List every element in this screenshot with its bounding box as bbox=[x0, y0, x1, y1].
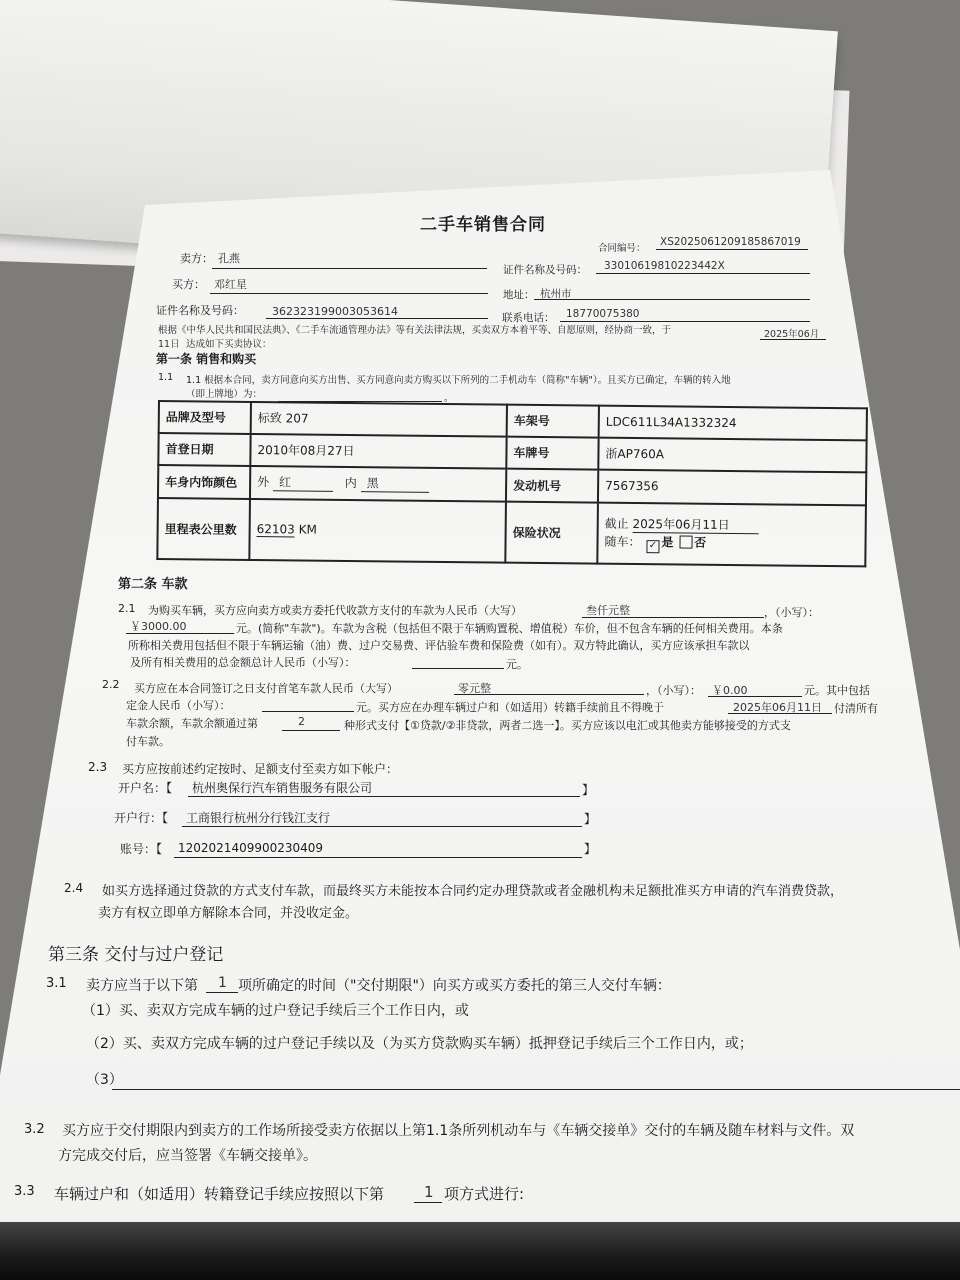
buyer-name: 邓红星 bbox=[214, 278, 247, 291]
underline bbox=[708, 696, 802, 697]
account-bank-label: 开户行：【 bbox=[114, 811, 169, 825]
clause-2-2-f: 付清所有 bbox=[834, 702, 878, 715]
clause-2-1-d: 所称相关费用包括但不限于车辆运输（油）费、过户交易费、评估验车费和保险费（如有）。双方特此确认，买方应该承担车款以 bbox=[128, 639, 750, 652]
odometer-unit: KM bbox=[298, 522, 317, 537]
clause-2-4-num: 2.4 bbox=[64, 881, 84, 895]
yes-label: 是 bbox=[661, 534, 674, 549]
underline bbox=[126, 633, 234, 634]
underline bbox=[534, 299, 810, 300]
ext-color-label: 外 bbox=[257, 475, 270, 490]
underline bbox=[112, 1089, 960, 1090]
vehicle-table bbox=[156, 400, 868, 567]
checkbox-checked-icon: ✓ bbox=[646, 540, 659, 553]
no-label: 否 bbox=[694, 535, 707, 550]
payoff-date: 2025年06月11日 bbox=[733, 701, 822, 714]
account-name-label: 开户名：【 bbox=[118, 781, 173, 795]
reg-date-value: 2010年08月27日 bbox=[250, 434, 506, 469]
clause-2-1-e: 及所有相关费用的总金额总计人民币（小写）： bbox=[130, 656, 356, 669]
delivery-option: 1 bbox=[218, 975, 227, 991]
underline bbox=[582, 617, 764, 618]
clause-2-1-num: 2.1 bbox=[118, 602, 136, 615]
clause-2-2-b: ，（小写）： bbox=[646, 684, 701, 697]
price-amount: ￥3000.00 bbox=[130, 620, 187, 633]
plate-label: 车牌号 bbox=[506, 437, 598, 470]
clause-2-2-a: 买方应在本合同签订之日支付首笔车款人民币（大写） bbox=[134, 682, 398, 695]
clause-2-1-c: 元。(简称"车款")。车款为含税（包括但不限于车辆购置税、增值税）车价，但不包含车辆的任何相关费用。本条 bbox=[236, 622, 783, 635]
contract-number: XS202506120918586​7019 bbox=[660, 236, 801, 248]
brand-value: 标致 207 bbox=[251, 402, 507, 437]
payment-way: 2 bbox=[298, 715, 305, 728]
address: 杭州市 bbox=[540, 288, 572, 300]
transfer-option: 1 bbox=[424, 1183, 434, 1201]
underline bbox=[188, 796, 580, 797]
color-label: 车身内饰颜色 bbox=[158, 465, 250, 499]
clause-2-3-num: 2.3 bbox=[88, 760, 108, 774]
clause-2-1-f: 元。 bbox=[506, 658, 528, 671]
buyer-id-label: 证件名称及号码： bbox=[156, 304, 244, 317]
article1-heading: 第一条 销售和购买 bbox=[156, 352, 257, 366]
underline bbox=[212, 268, 487, 269]
clause-2-4-b: 卖方有权立即单方解除本合同，并没收定金。 bbox=[98, 906, 359, 921]
clause-3-1-a: 卖方应当于以下第 bbox=[86, 978, 198, 994]
insurance-until: 2025年06月11日 bbox=[632, 514, 758, 533]
clause-2-2-d: 定金人民币（小写）： bbox=[126, 699, 231, 712]
clause-2-2-i: 付车款。 bbox=[126, 735, 170, 748]
underline bbox=[760, 339, 826, 340]
plate-value: 浙AP760A bbox=[598, 437, 866, 472]
account-bank: 工商银行杭州分行钱江支行 bbox=[186, 811, 331, 825]
clause-2-2-e: 元。买方应在办理车辆过户和（如适用）转籍手续前且不得晚于 bbox=[356, 701, 664, 714]
delivery-option-2: （2）买、卖双方完成车辆的过户登记手续以及（为买方贷款购买车辆）抵押登记手续后三个工作日内，或； bbox=[86, 1036, 753, 1052]
delivery-option-1: （1）买、卖双方完成车辆的过户登记手续后三个工作日内，或 bbox=[82, 1003, 469, 1019]
clause-3-3-b: 项方式进行: bbox=[444, 1185, 525, 1203]
vin-value: LDC611L34A1332324 bbox=[599, 406, 867, 441]
int-color: 黑 bbox=[361, 475, 429, 494]
seller-name: 孔燕 bbox=[218, 252, 240, 265]
clause-2-1-a: 为购买车辆，买方应向卖方或卖方委托代收款方支付的车款为人民币（大写） bbox=[148, 604, 522, 617]
clause-3-2-a: 买方应于交付期限内到卖方的工作场所接受卖方依据以上第1.1条所列机动车与《车辆交接单》交付的车辆及随车材料与文件。双 bbox=[62, 1123, 855, 1139]
desk-edge bbox=[0, 1222, 960, 1280]
int-color-label: 内 bbox=[344, 476, 357, 491]
underline bbox=[412, 668, 504, 669]
clause-2-4-a: 如买方选择通过贷款的方式支付车款，而最终买方未能按本合同约定办理贷款或者金融机构未足额批准买方申请的汽车消费贷款， bbox=[102, 884, 844, 899]
address-label: 地址： bbox=[503, 289, 535, 301]
underline bbox=[262, 711, 354, 712]
article2-heading: 第二条 车款 bbox=[118, 577, 188, 592]
odometer-km: 62103 bbox=[256, 522, 295, 537]
buyer-id: 362323199003053614 bbox=[272, 305, 398, 318]
seller-id: 330106198102234​42X bbox=[604, 260, 725, 272]
delivery-option-3: （3） bbox=[86, 1072, 123, 1088]
clause-1-1-end: 。 bbox=[444, 393, 454, 404]
insurance-value bbox=[597, 503, 866, 567]
clause-3-2-b: 方完成交付后，应当签署《车辆交接单》。 bbox=[58, 1148, 317, 1164]
engine-label: 发动机号 bbox=[506, 468, 598, 502]
underline bbox=[210, 293, 488, 294]
clause-3-3-a: 车辆过户和（如适用）转籍登记手续应按照以下第 bbox=[54, 1185, 385, 1203]
phone: 18770075380 bbox=[566, 308, 640, 320]
account-name: 杭州奥保行汽车销售服务有限公司 bbox=[192, 781, 373, 795]
clause-1-1-line2: （即上牌地）为： bbox=[186, 389, 263, 400]
odometer-value bbox=[249, 499, 506, 563]
clause-3-2-num: 3.2 bbox=[24, 1122, 45, 1137]
color-value bbox=[250, 466, 506, 502]
contract-title: 二手车销售合同 bbox=[420, 215, 546, 235]
underline bbox=[596, 273, 810, 274]
underline bbox=[728, 713, 832, 714]
reg-date-label: 首登日期 bbox=[158, 433, 250, 466]
intro-line2: 达成如下买卖协议： bbox=[186, 339, 272, 350]
vin-label: 车架号 bbox=[507, 405, 599, 438]
insurance-until-label: 截止 bbox=[604, 516, 629, 531]
clause-3-3-num: 3.3 bbox=[14, 1184, 35, 1199]
clause-2-2-h: 种形式支付【①贷款/②非贷款，两者二选一】。买方应该以电汇或其他卖方能够接受的方式支 bbox=[344, 719, 791, 732]
clause-2-2-g: 车款余额，车款余额通过第 bbox=[126, 717, 258, 730]
bracket-close: 】 bbox=[582, 783, 595, 797]
clause-2-2-num: 2.2 bbox=[102, 678, 120, 691]
price-chinese: 叁仟元整 bbox=[586, 604, 630, 617]
article3-heading: 第三条 交付与过户登记 bbox=[48, 945, 224, 965]
clause-1-1-num: 1.1 bbox=[158, 372, 174, 383]
engine-value: 7567356 bbox=[598, 469, 866, 505]
underline bbox=[282, 730, 340, 731]
underline bbox=[414, 1202, 442, 1203]
checkbox-empty-icon bbox=[679, 535, 692, 548]
underline bbox=[174, 857, 582, 858]
bracket-close: 】 bbox=[584, 842, 597, 856]
insurance-label: 保险状况 bbox=[505, 502, 598, 564]
clause-2-1-b: ，（小写）： bbox=[764, 606, 819, 619]
buyer-label: 买方： bbox=[172, 278, 205, 291]
clause-2-3: 买方应按前述约定按时、足额支付至卖方如下帐户： bbox=[122, 762, 399, 776]
clause-1-1-line1: 1.1 根据本合同，卖方同意向买方出售、买方同意向卖方购买以下所列的二手机动车（简称"车辆"）。且买方已确定，车辆的转入地 bbox=[186, 375, 731, 386]
bracket-close: 】 bbox=[584, 812, 597, 826]
underline bbox=[656, 249, 808, 250]
underline bbox=[182, 826, 582, 827]
underline bbox=[454, 694, 644, 695]
clause-2-2-c: 元。其中包括 bbox=[804, 684, 870, 697]
intro-line1: 根据《中华人民共和国民法典》、《二手车流通管理办法》等有关法律法规，买卖双方本着平等、自愿原则，经协商一致，于 bbox=[158, 325, 672, 336]
clause-3-1-num: 3.1 bbox=[46, 976, 67, 991]
underline bbox=[266, 318, 488, 319]
insurance-with-label: 随车： bbox=[604, 534, 641, 549]
intro-date: 2025年06月 bbox=[764, 329, 820, 340]
underline bbox=[206, 992, 238, 993]
account-no-label: 账号：【 bbox=[120, 842, 163, 856]
phone-label: 联系电话： bbox=[502, 312, 555, 324]
down-payment-chinese: 零元整 bbox=[458, 682, 491, 695]
down-payment-amount: ￥0.00 bbox=[712, 684, 748, 697]
seller-label: 卖方： bbox=[180, 252, 213, 265]
clause-3-1-b: 项所确定的时间（"交付期限"）向买方或买方委托的第三人交付车辆： bbox=[238, 978, 671, 994]
brand-label: 品牌及型号 bbox=[159, 401, 251, 434]
ext-color: 红 bbox=[273, 474, 333, 493]
seller-id-label: 证件名称及号码： bbox=[503, 264, 587, 276]
account-number: 1202021409900230409 bbox=[178, 841, 324, 855]
contract-number-label: 合同编号： bbox=[598, 243, 646, 254]
odometer-label: 里程表公里数 bbox=[157, 498, 250, 560]
intro-day: 11日 bbox=[158, 339, 180, 350]
